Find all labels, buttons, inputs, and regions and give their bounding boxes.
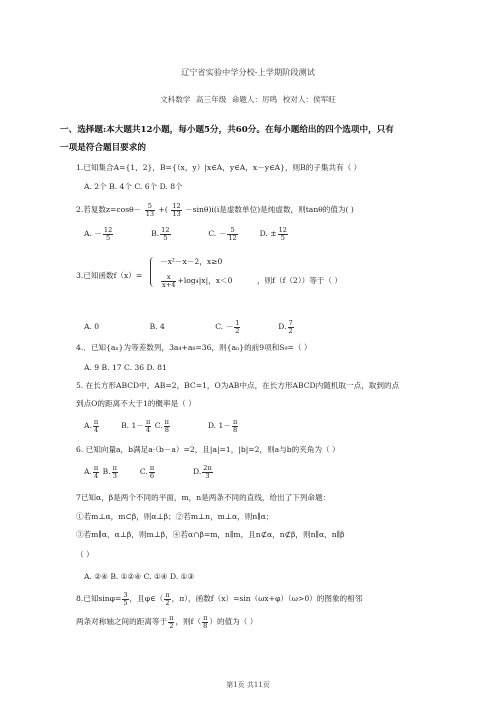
question-7-options: A. ②④ B. ①②④ C. ①④ D. ①③	[84, 572, 195, 581]
question-3-tail: ，则f（f（2））等于（ ）	[257, 276, 343, 285]
question-8-line-2: 两条对称轴之间的距离等于 $\frac{\pi}{2}$ ，则f（ $\frac{\pi}{8}$ ）的值为（ ）	[76, 614, 258, 630]
question-5-options: A. $\frac{\pi}{4}$ B. 1－ $\frac{\pi}{4}$ C. $\frac{\pi}{8}$ D. 1－ $\frac{\pi}{8}$	[84, 418, 238, 434]
question-7-line-2: ③若m∥α，α⊥β，则m⊥β，④若α∩β=m，n∥m，且n⊄α，n⊄β，则n∥α，n∥β	[76, 530, 345, 539]
question-7-stem: 7已知α，β是两个不同的平面，m，n是两条不同的直线，给出了下列命题：	[76, 493, 331, 502]
fraction: $\frac{5}{13}$	[145, 202, 155, 218]
question-8-line-1: 8.已知sinφ= $\frac{3}{5}$ ，且φ∈（ $\frac{\pi}{2}$ ，π），函数f（x）=sin（ωx+φ）（ω>0）的图象的相邻	[76, 591, 363, 607]
page-footer: 第1页 共11页	[226, 681, 270, 689]
fraction: $\frac{12}{13}$	[172, 202, 181, 218]
question-4-stem: 4.．已知{aₙ}为等差数列，3a₄+a₈=36，则{aₙ}的前9项和S₉=（ ）	[76, 343, 312, 352]
question-1-options: A. 2个 B. 4个 C. 6个 D. 8个	[84, 182, 183, 191]
question-2-stem: 2.若复数z=cosθ－ $\frac{5}{13}$ +( $\frac{12}{13}$ －sinθ)i(i是虚数单位)是纯虚数，则tanθ的值为( )	[76, 202, 354, 218]
exam-subtitle: 文科数学 高三年级 命题人：厉鸣 校对人：侯军旺	[160, 95, 336, 104]
question-5-line-1: 5. 在长方形ABCD中，AB=2，BC=1，O为AB中点，在长方形ABCD内随机取一点，取到的点	[76, 381, 400, 390]
question-7-line-3: （ ）	[76, 550, 94, 559]
question-6-stem: 6. 已知向量a，b满足a·（b－a）=2，且|a|=1，|b|=2，则a与b的夹角为（ ）	[76, 445, 340, 454]
question-3-stem: 3.已知函数f（x）=	[76, 271, 143, 280]
question-6-options: A. $\frac{\pi}{4}$ B. $\frac{\pi}{3}$ C. $\frac{\pi}{6}$ D. $\frac{2\pi}{3}$	[84, 464, 212, 480]
question-5-line-2: 到点O的距离不大于1的概率是（ ）	[76, 399, 196, 408]
piecewise-case-1: －x²－x－2，x≥0	[160, 257, 223, 266]
section-heading: 一、选择题:本大题共12小题，每小题5分，共60分。在每小题给出的四个选项中，只有	[60, 125, 394, 135]
question-1-stem: 1.已知集合A={1，2}，B={（x，y）|x∈A，y∈A，x－y∈A}，则B的子集共有（ ）	[76, 163, 362, 172]
exam-title: 辽宁省实验中学分校-上学期阶段测试	[181, 67, 315, 77]
section-heading-cont: 一项是符合题目要求的	[60, 143, 146, 153]
question-7-line-1: ①若m⊥α，m⊂β，则α⊥β；②若m⊥n，m⊥α，则n∥α；	[76, 512, 274, 521]
question-4-options: A. 9 B. 17 C. 36 D. 81	[84, 363, 167, 372]
question-2-options: A. － $\frac{12}{5}$ B. $\frac{12}{5}$ C. － $\frac{5}{12}$ D. ± $\frac{12}{5}$	[84, 226, 287, 242]
piecewise-case-2: $\frac{x}{x+4}$ +log₄|x|，x＜0	[162, 273, 233, 289]
question-3-options: A. 0 B. 4 C. － $\frac{1}{2}$ D. $\frac{7}{2}$	[84, 319, 293, 335]
piecewise-brace	[150, 257, 157, 287]
